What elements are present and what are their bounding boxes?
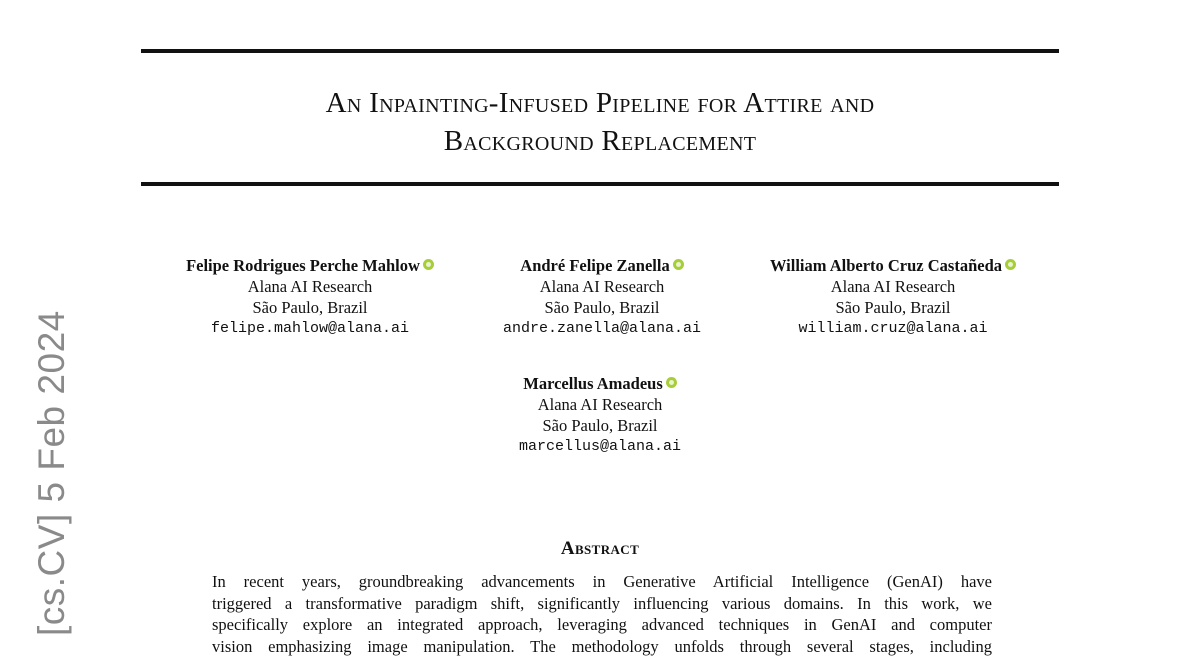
- author-affiliation: Alana AI Research: [733, 276, 1053, 297]
- arxiv-stamp: [cs.CV] 5 Feb 2024: [31, 310, 73, 636]
- author-block: [450, 373, 750, 457]
- abstract-heading: Abstract: [141, 538, 1059, 560]
- author-name: Felipe Rodrigues Perche Mahlow: [186, 256, 420, 275]
- abstract-line: In recent years, groundbreaking advancements in Generative Artificial Intelligence (GenAI) have: [212, 571, 992, 593]
- orcid-icon[interactable]: [1005, 259, 1016, 270]
- author-affiliation: Alana AI Research: [452, 276, 752, 297]
- abstract-line: triggered a transformative paradigm shift, significantly influencing various domains. In this work, we: [212, 593, 992, 615]
- title-line-1: An Inpainting-Infused Pipeline for Attire and: [141, 84, 1059, 122]
- author-email[interactable]: william.cruz@alana.ai: [733, 318, 1053, 339]
- author-location: São Paulo, Brazil: [452, 297, 752, 318]
- author-email[interactable]: felipe.mahlow@alana.ai: [130, 318, 490, 339]
- orcid-icon[interactable]: [423, 259, 434, 270]
- author-location: São Paulo, Brazil: [450, 415, 750, 436]
- orcid-icon[interactable]: [673, 259, 684, 270]
- author-block: [733, 255, 1053, 339]
- abstract-body: [212, 571, 992, 657]
- abstract-line: vision emphasizing image manipulation. The methodology unfolds through several stages, including: [212, 636, 992, 657]
- author-location: São Paulo, Brazil: [733, 297, 1053, 318]
- author-block: [452, 255, 752, 339]
- author-email[interactable]: marcellus@alana.ai: [450, 436, 750, 457]
- author-name: Marcellus Amadeus: [523, 374, 663, 393]
- author-location: São Paulo, Brazil: [130, 297, 490, 318]
- author-name-line: [452, 255, 752, 276]
- author-name-line: [733, 255, 1053, 276]
- title-top-rule: [141, 49, 1059, 53]
- author-affiliation: Alana AI Research: [130, 276, 490, 297]
- author-block: [130, 255, 490, 339]
- abstract-line: specifically explore an integrated approach, leveraging advanced techniques in GenAI and computer: [212, 614, 992, 636]
- author-affiliation: Alana AI Research: [450, 394, 750, 415]
- title-line-2: Background Replacement: [141, 122, 1059, 160]
- author-name: William Alberto Cruz Castañeda: [770, 256, 1002, 275]
- author-name: André Felipe Zanella: [520, 256, 669, 275]
- author-name-line: [130, 255, 490, 276]
- orcid-icon[interactable]: [666, 377, 677, 388]
- author-email[interactable]: andre.zanella@alana.ai: [452, 318, 752, 339]
- paper-title: [141, 84, 1059, 160]
- author-name-line: [450, 373, 750, 394]
- title-bottom-rule: [141, 182, 1059, 186]
